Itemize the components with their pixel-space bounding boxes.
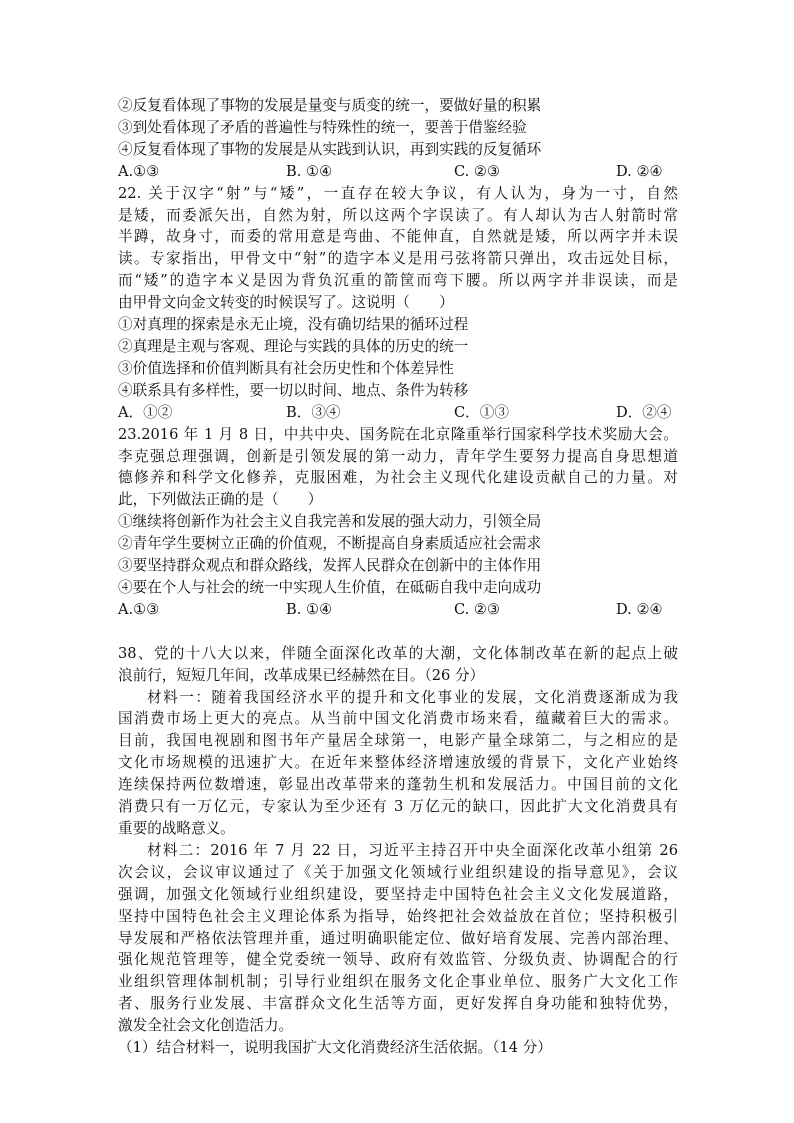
material-line: 激发全社会文化创造活力。 xyxy=(118,1017,294,1035)
q22-options xyxy=(118,402,678,424)
statement: ②青年学生要树立正确的价值观，不断提高自身素质适应社会需求 xyxy=(118,535,542,553)
statement: ④要在个人与社会的统一中实现人生价值，在砥砺自我中走向成功 xyxy=(118,578,542,596)
statement: ④联系具有多样性，要一切以时间、地点、条件为转移 xyxy=(118,381,469,399)
material-line: 文化市场规模的迅速扩大。在近年来整体经济增速放缓的背景下，文化产业始终 xyxy=(118,754,678,772)
material-line: 目前，我国电视剧和图书年产量居全球第一，电影产量全球第二，与之相应的是 xyxy=(118,732,678,750)
statement: ②反复看体现了事物的发展是量变与质变的统一，要做好量的积累 xyxy=(118,97,542,114)
q21-statements xyxy=(118,95,678,161)
stem-line: 浪前行，短短几年间，改革成果已经赫然在目。（26 分） xyxy=(118,666,485,684)
statement: ③到处看体现了矛盾的普遍性与特殊性的统一，要善于借鉴经验 xyxy=(118,118,527,136)
material-line: 强调，加强文化领域行业组织建设，要坚持走中国特色社会主义文化发展道路， xyxy=(118,885,678,903)
exam-page xyxy=(118,95,678,1059)
section-gap xyxy=(118,621,678,643)
material-line: 者、服务行业发展、丰富群众文化生活等方面，更好发挥自身功能和独特优势， xyxy=(118,995,678,1013)
material-line: 消费只有一万亿元，专家认为至少还有 3 万亿元的缺口，因此扩大文化消费具有 xyxy=(118,798,678,816)
stem-line: 半蹲，故身寸，而委的常用意是弯曲、不能伸直，自然就是矮，所以两字并未误 xyxy=(118,228,678,246)
stem-line: 李克强总理强调，创新是引领发展的第一动力，青年学生要努力提高自身思想道 xyxy=(118,447,678,465)
stem-line: 由甲骨文向金文转变的时候误写了。这说明（ ） xyxy=(118,294,454,312)
sub-question-1: （1）结合材料一，说明我国扩大文化消费经济生活依据。（14 分） xyxy=(118,1039,552,1057)
q23-options xyxy=(118,599,678,621)
option-b: B. ①④ xyxy=(286,600,333,618)
q23-stem xyxy=(118,424,678,512)
material-line: 坚持中国特色社会主义理论体系为指导，始终把社会效益放在首位；坚持积极引 xyxy=(118,907,678,925)
stem-line: 是矮，而委派矢出，自然为射，所以这两个字误读了。有人却认为古人射箭时常 xyxy=(118,206,678,224)
material-line: 材料一：随着我国经济水平的提升和文化事业的发展，文化消费逐渐成为我 xyxy=(147,688,678,706)
q21-options xyxy=(118,161,678,183)
option-b: B. ①④ xyxy=(286,162,333,180)
stem-line: 而“矮”的造字本义是因为背负沉重的箭筐而弯下腰。所以两字并非误读，而是 xyxy=(118,272,678,290)
stem-line: 德修养和科学文化修养，克服困难，为社会主义现代化建设贡献自己的力量。对 xyxy=(118,469,678,487)
stem-line: 38、党的十八大以来，伴随全面深化改革的大潮，文化体制改革在新的起点上破 xyxy=(118,644,678,662)
material-line: 导发展和严格依法管理并重，通过明确职能定位、做好培育发展、完善内部治理、 xyxy=(118,929,678,947)
option-d: D. ②④ xyxy=(616,162,663,180)
option-c: C. ②③ xyxy=(454,162,501,180)
material-line: 连续保持两位数增速，彰显出改革带来的蓬勃生机和发展活力。中国目前的文化 xyxy=(118,776,678,794)
material-line: 强化规范管理等，健全党委统一领导、政府有效监管、分级负责、协调配合的行 xyxy=(118,951,678,969)
q38-stem xyxy=(118,643,678,687)
statement: ①继续将创新作为社会主义自我完善和发展的强大动力，引领全局 xyxy=(118,513,542,531)
statement: ③价值选择和价值判断具有社会历史性和个体差异性 xyxy=(118,359,454,377)
stem-line: 此，下列做法正确的是（ ） xyxy=(118,491,323,509)
option-a: A.①③ xyxy=(118,162,160,180)
statement: ②真理是主观与客观、理论与实践的具体的历史的统一 xyxy=(118,337,469,355)
q23-statements xyxy=(118,511,678,599)
material-one xyxy=(118,687,678,840)
statement: ④反复看体现了事物的发展是从实践到认识，再到实践的反复循环 xyxy=(118,140,542,158)
stem-line: 读。专家指出，甲骨文中“射”的造字本义是用弓弦将箭只弹出，攻击远处目标， xyxy=(118,250,678,268)
q22-statements xyxy=(118,314,678,402)
statement: ①对真理的探索是永无止境，没有确切结果的循环过程 xyxy=(118,316,469,334)
material-line: 业组织管理体制机制；引导行业组织在服务文化企事业单位、服务广大文化工作 xyxy=(118,973,678,991)
option-d: D．②④ xyxy=(616,403,672,421)
option-a: A．①② xyxy=(118,403,173,421)
option-a: A.①③ xyxy=(118,600,160,618)
material-two xyxy=(118,840,678,1037)
option-c: C. ②③ xyxy=(454,600,501,618)
q22-stem xyxy=(118,183,678,314)
option-b: B．③④ xyxy=(286,403,341,421)
stem-line: 22. 关于汉字“射”与“矮”，一直存在较大争议，有人认为，身为一寸，自然 xyxy=(118,184,678,202)
statement: ③要坚持群众观点和群众路线，发挥人民群众在创新中的主体作用 xyxy=(118,557,542,575)
option-c: C．①③ xyxy=(454,403,509,421)
option-d: D. ②④ xyxy=(616,600,663,618)
material-line: 重要的战略意义。 xyxy=(118,820,235,837)
material-line: 国消费市场上更大的亮点。从当前中国文化消费市场来看，蕴藏着巨大的需求。 xyxy=(118,710,678,728)
material-line: 次会议，会议审议通过了《关于加强文化领域行业组织建设的指导意见》，会议 xyxy=(118,863,678,881)
stem-line: 23.2016 年 1 月 8 日，中共中央、国务院在北京隆重举行国家科学技术奖励大会。 xyxy=(118,425,678,443)
material-line: 材料二：2016 年 7 月 22 日，习近平主持召开中央全面深化改革小组第 26 xyxy=(147,841,678,859)
